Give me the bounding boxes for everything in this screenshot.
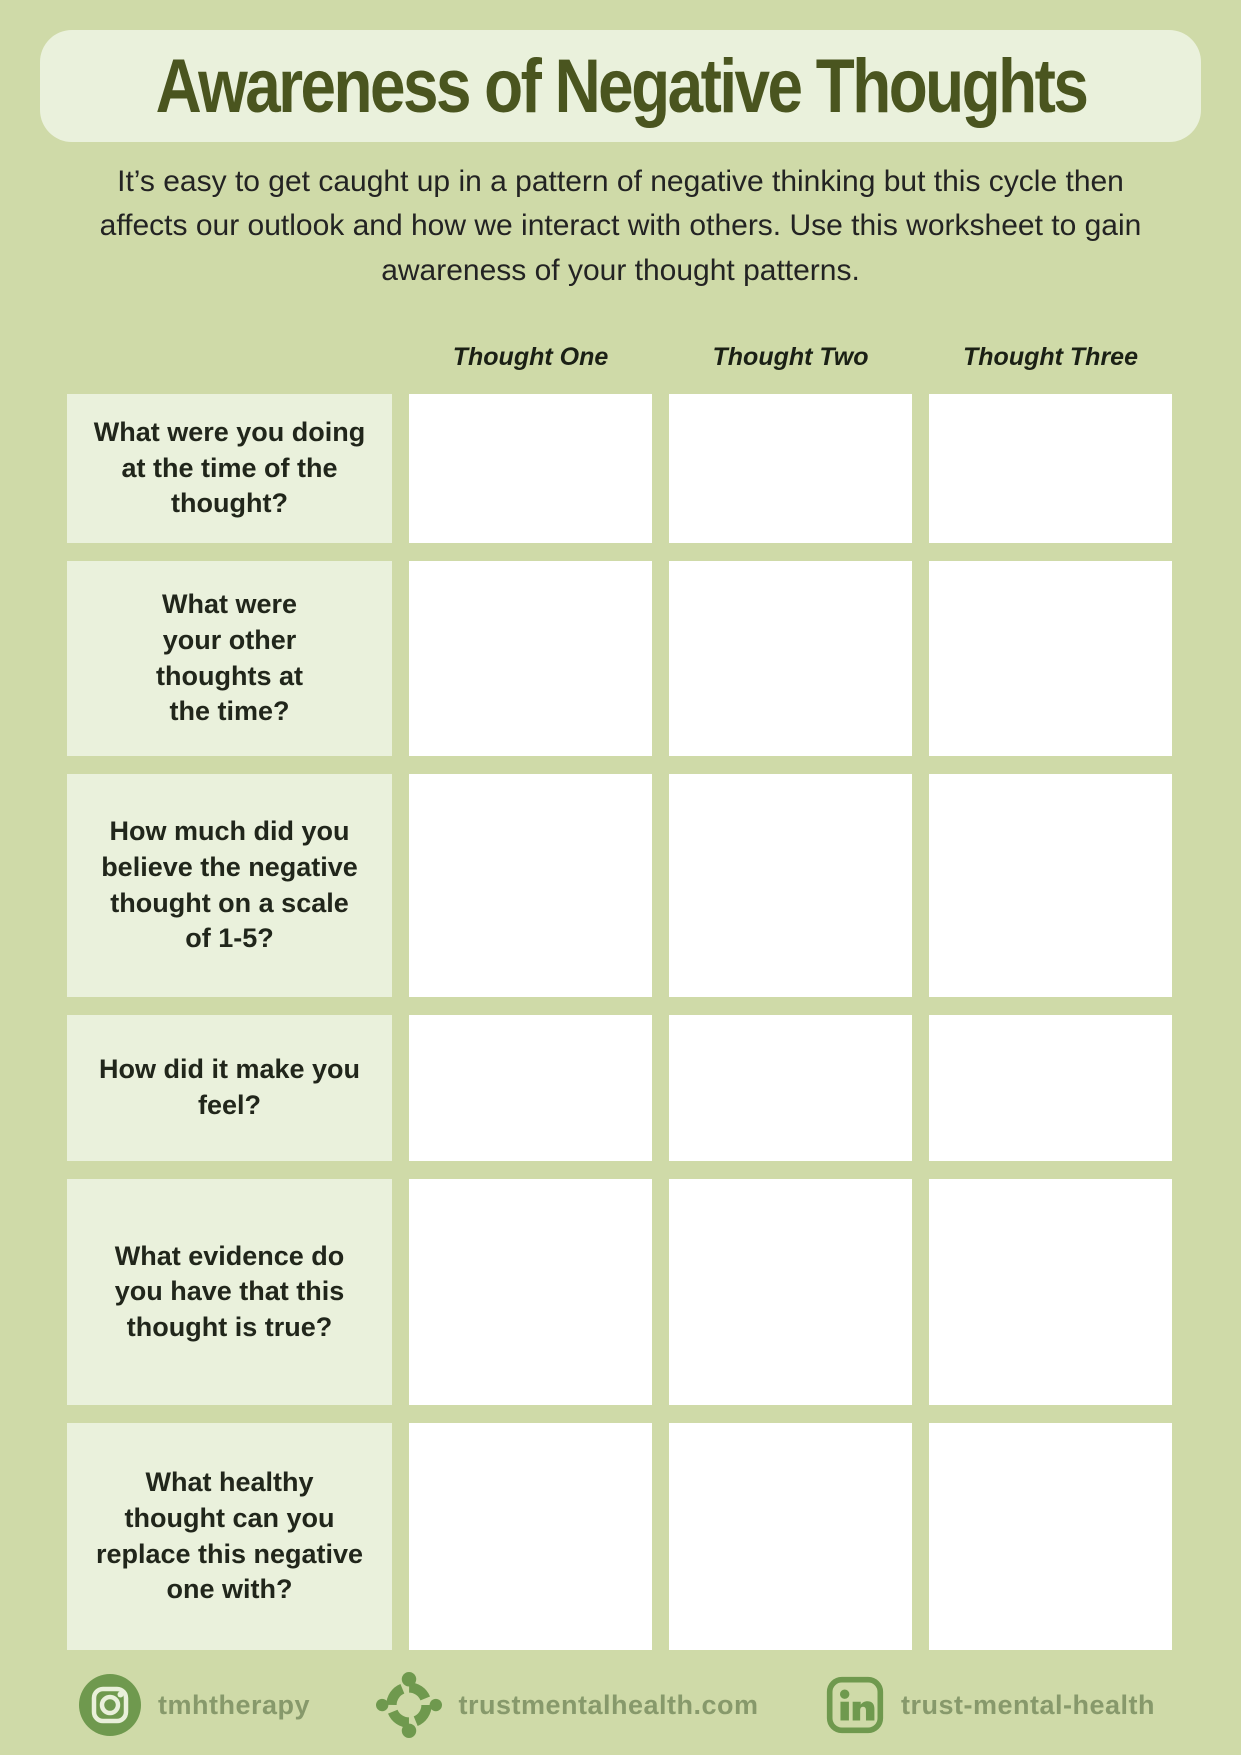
linkedin-icon [825, 1675, 885, 1735]
answer-cell-r4-c2[interactable] [669, 1015, 912, 1161]
answer-cell-r5-c3[interactable] [929, 1179, 1172, 1405]
answer-cell-r1-c3[interactable] [929, 394, 1172, 543]
linkedin-handle: trust-mental-health [900, 1689, 1155, 1720]
footer [78, 1666, 1155, 1744]
question-text-6: What healthy thought can you replace this negative one with? [95, 1467, 364, 1605]
website-label: trustmentalhealth.com [458, 1689, 759, 1720]
worksheet-table [67, 342, 1175, 1650]
question-label-1 [67, 394, 392, 543]
title-banner [40, 30, 1201, 142]
answer-cell-r5-c2[interactable] [669, 1179, 912, 1405]
question-label-5 [67, 1179, 392, 1405]
instagram-handle: tmhtherapy [158, 1689, 311, 1720]
intro-paragraph: It’s easy to get caught up in a pattern of negative thinking but this cycle then affects our outlook and how we interact with others. Use this worksheet to gain awareness of your thought patterns. [99, 165, 1142, 287]
question-label-4 [67, 1015, 392, 1161]
question-text-5: What evidence do you have that this thought is true? [114, 1240, 345, 1342]
page-title: Awareness of Negative Thoughts [155, 43, 1086, 129]
question-text-2: What were your other thoughts at the time? [156, 589, 303, 727]
answer-cell-r6-c2[interactable] [669, 1423, 912, 1650]
column-header-thought-two: Thought Two [712, 343, 869, 371]
question-label-3 [67, 774, 392, 997]
answer-cell-r4-c3[interactable] [929, 1015, 1172, 1161]
answer-cell-r1-c2[interactable] [669, 394, 912, 543]
question-label-6 [67, 1423, 392, 1650]
answer-cell-r6-c3[interactable] [929, 1423, 1172, 1650]
instagram-icon [78, 1673, 142, 1737]
question-text-4: How did it make you feel? [98, 1054, 361, 1120]
people-circle-logo [376, 1672, 442, 1738]
table-corner-spacer [67, 342, 392, 376]
answer-cell-r2-c2[interactable] [669, 561, 912, 756]
answer-cell-r5-c1[interactable] [409, 1179, 652, 1405]
answer-cell-r4-c1[interactable] [409, 1015, 652, 1161]
answer-cell-r6-c1[interactable] [409, 1423, 652, 1650]
answer-cell-r3-c2[interactable] [669, 774, 912, 997]
footer-instagram[interactable] [78, 1673, 310, 1737]
answer-cell-r1-c1[interactable] [409, 394, 652, 543]
footer-website[interactable] [376, 1672, 758, 1738]
question-label-2 [67, 561, 392, 756]
answer-cell-r2-c3[interactable] [929, 561, 1172, 756]
footer-linkedin[interactable] [825, 1675, 1155, 1735]
column-header-thought-one: Thought One [452, 343, 609, 371]
answer-cell-r3-c1[interactable] [409, 774, 652, 997]
question-text-3: How much did you believe the negative thought on a scale of 1-5? [101, 816, 358, 954]
column-header-thought-three: Thought Three [963, 343, 1138, 371]
answer-cell-r2-c1[interactable] [409, 561, 652, 756]
answer-cell-r3-c3[interactable] [929, 774, 1172, 997]
question-text-1: What were you doing at the time of the thought? [93, 417, 366, 519]
